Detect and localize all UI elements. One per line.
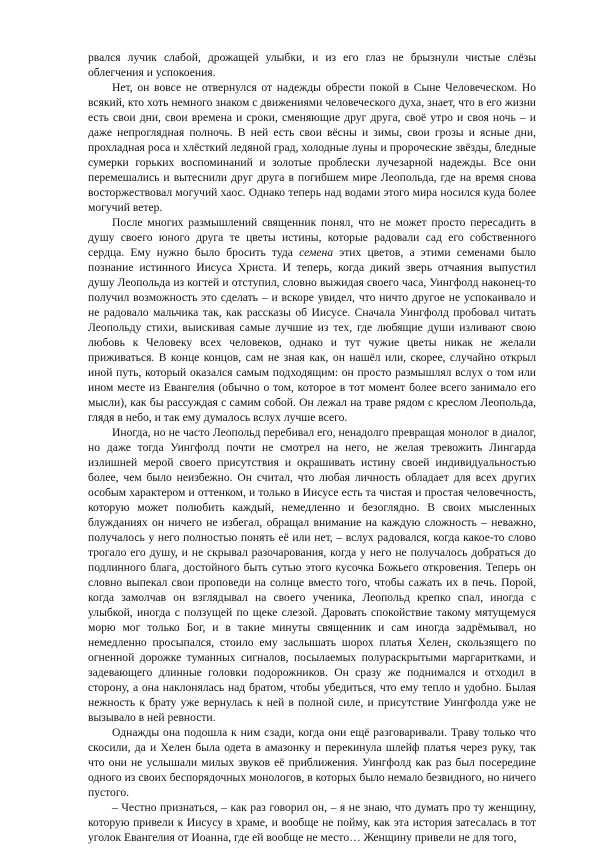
paragraph xyxy=(88,800,536,845)
paragraph-text: После многих размышлений священник понял, что не может просто пересадить в душу своего юного друга те цветы истины, которые радовали сад его собственного сердца. Ему нужно было бросить туда xyxy=(88,216,536,259)
paragraph-text: Иногда, но не часто Леопольд перебивал его, ненадолго превращая монолог в диалог, но даже тогда Уингфолд почти не смотрел на него, не желая тревожить Лингарда излишней мерой своего присутствия и окрашивать истину своей индивидуальностью более, чем было неизбежно. Он считал, что любая личность обладает для всех других особым характером и оттенком, и только в Иисусе есть та чистая и простая человечность, которую может полюбить каждый, немедленно и безоглядно. В своих мысленных блужданиях он ничего не избегал, обращал внимание на каждую сложность – неважно, получалось у него полностью понять её или нет, – вслух радовался, когда какое-то слово трогало его душу, и не скрывал разочарования, когда у него не получалось добраться до подлинного блага, достойного быть сутью этого кусочка Божьего откровения. Теперь он словно выпекал свои проповеди на солнце вместо того, чтобы сажать их в печь. Порой, когда замолчав он взглядывал на своего ученика, Леопольд крепко спал, иногда с улыбкой, иногда с ползущей по щеке слезой. Даровать спокойствие такому мятущемуся морю мог только Бог, и в такие минуты священник и сам иногда задрёмывал, но немедленно просыпался, стоило ему заслышать шорох платья Хелен, скользящего по огненной дорожке туманных сигналов, посылаемых полураскрытыми маргаритками, и задевающего длинные головки подорожников. Он сразу же поднимался и отходил в сторону, а она наклонялась над братом, чтобы убедиться, что ему тепло и удобно. Былая нежность к брату уже вернулась к ней в полной силе, и присутствие Уингфолда уже не вызывало в ней ревности. xyxy=(88,426,536,724)
paragraph xyxy=(88,425,536,725)
paragraph xyxy=(88,215,536,425)
document-page xyxy=(88,50,536,845)
paragraph-text: Однажды она подошла к ним сзади, когда они ещё разговаривали. Траву только что скосили, да и Хелен была одета в амазонку и перекинула шлейф платья через руку, так что они не услышали милых звуков её приближения. Уингфолд как раз был посередине одного из своих беспорядочных монологов, в которых было немало безвидного, но ничего пустого. xyxy=(88,726,536,799)
paragraph-text: этих цветов, а этими семенами было познание истинного Иисуса Христа. И теперь, когда дикий зверь отчаяния выпустил душу Леопольда из когтей и отступил, словно выжидая своего часа, Уингфолд наконец-то получил возможность это сделать – и вскоре увидел, что ничто другое не успокаивало и не радовало мальчика так, как рассказы об Иисусе. Сначала Уингфолд пробовал читать Леопольду стихи, выискивая самые лучшие из тех, где любящие души изливают свою любовь к Человеку всех человеков, однако и тут чужие цветы никак не желали приживаться. В конце концов, сам не зная как, он нашёл или, скорее, случайно открыл иной путь, который оказался самым подходящим: он просто размышлял вслух о том или ином месте из Евангелия (обычно о том, которое в тот момент более всего занимало его мысли), как бы рассуждая с самим собой. Он лежал на траве рядом с креслом Леопольда, глядя в небо, и так ему думалось вслух лучше всего. xyxy=(88,246,536,424)
paragraph-text: Нет, он вовсе не отвернулся от надежды обрести покой в Сыне Человеческом. Но всякий, кто хоть немного знаком с движениями человеческого духа, знает, что в его жизни есть свои дни, свои времена и сроки, сменяющие друг друга, своё утро и своя ночь – и даже непроглядная полночь. В ней есть свои вёсны и зимы, свои грозы и ясные дни, прохладная роса и хлёсткий ледяной град, холодные луны и пророческие звёзды, бледные сумерки горьких воспоминаний и золотые проблески лучезарной надежды. Все они перемешались и вытеснили друг друга в погибшем мире Леопольда, где на время снова восторжествовал могучий хаос. Однако теперь над водами этого мира носился куда более могучий ветер. xyxy=(88,81,536,214)
paragraph xyxy=(88,725,536,800)
paragraph-text: – Честно признаться, – как раз говорил он, – я не знаю, что думать про ту женщину, которую привели к Иисусу в храме, и вообще не пойму, как эта история затесалась в тот уголок Евангелия от Иоанна, где ей вообще не место… Женщину привели не для того, xyxy=(88,801,536,844)
paragraph-text: рвался лучик слабой, дрожащей улыбки, и из его глаз не брызнули чистые слёзы облегчения и успокоения. xyxy=(88,51,536,79)
paragraph xyxy=(88,50,536,80)
italic-emphasis: семена xyxy=(299,246,334,259)
paragraph xyxy=(88,80,536,215)
